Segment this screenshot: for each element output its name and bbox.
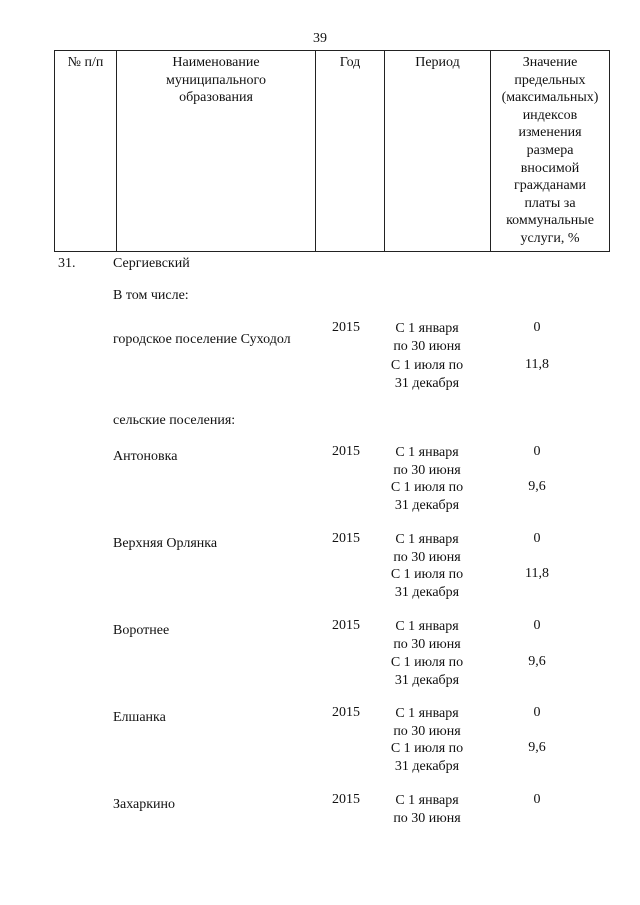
period-2-line1: С 1 июля по	[390, 567, 464, 582]
header-col-period: Период	[385, 51, 491, 252]
period-2-line2: 31 декабря	[394, 497, 460, 513]
period-1-line2: по 30 июня	[393, 549, 461, 565]
period-1-line1: С 1 января	[395, 321, 459, 336]
period-1-line1: С 1 января	[395, 619, 459, 634]
period-2	[379, 740, 475, 775]
period-2	[379, 357, 475, 392]
entry-value-1: 0	[533, 320, 541, 335]
period-2-line2: 31 декабря	[394, 375, 460, 391]
entry-name: городское поселение Суходол	[113, 332, 291, 347]
period-1-line2: по 30 июня	[393, 338, 461, 354]
entry-value-2: 9,6	[528, 654, 546, 669]
entry-value-2: 9,6	[528, 740, 546, 755]
entry-value-2: 11,8	[525, 566, 549, 581]
period-1	[379, 320, 475, 355]
period-2-line1: С 1 июля по	[390, 480, 464, 495]
entry-year: 2015	[332, 618, 360, 633]
entry-year: 2015	[332, 705, 360, 720]
period-1-line1: С 1 января	[395, 793, 459, 808]
entry-name: Антоновка	[113, 449, 178, 464]
period-1-line1: С 1 января	[395, 445, 459, 460]
period-1	[379, 531, 475, 566]
period-2-line2: 31 декабря	[394, 672, 460, 688]
period-1-line1: С 1 января	[395, 532, 459, 547]
header-col-name: Наименование муниципального образования	[117, 51, 316, 252]
header-col-number: № п/п	[55, 51, 117, 252]
period-2	[379, 566, 475, 601]
entry-value-1: 0	[533, 618, 541, 633]
period-2-line2: 31 декабря	[394, 758, 460, 774]
entry-value-1: 0	[533, 531, 541, 546]
entry-name: Захаркино	[113, 797, 176, 812]
header-col-year: Год	[316, 51, 385, 252]
period-1-line2: по 30 июня	[393, 636, 461, 652]
period-1-line1: С 1 января	[395, 706, 459, 721]
entry-value-2: 9,6	[528, 479, 546, 494]
entry-year: 2015	[332, 320, 360, 335]
period-2-line1: С 1 июля по	[390, 655, 464, 670]
entry-year: 2015	[332, 444, 360, 459]
header-col-value: Значение предельных (максимальных) индексов изменения размера вносимой гражданами платы за коммунальные услуги, %	[491, 51, 610, 252]
entry-year: 2015	[332, 531, 360, 546]
table-header	[54, 50, 610, 252]
including-label: В том числе:	[113, 288, 189, 303]
section-name: Сергиевский	[113, 256, 190, 271]
entry-value-1: 0	[533, 705, 541, 720]
period-1-line2: по 30 июня	[393, 462, 461, 478]
period-1	[379, 618, 475, 653]
rural-label: сельские поселения:	[113, 413, 236, 428]
entry-value-1: 0	[533, 444, 541, 459]
entry-year: 2015	[332, 792, 360, 807]
period-1	[379, 444, 475, 479]
period-2	[379, 479, 475, 514]
period-2	[379, 654, 475, 689]
entry-value-2: 11,8	[525, 357, 549, 372]
period-1-line2: по 30 июня	[393, 810, 461, 826]
period-1	[379, 792, 475, 827]
period-1-line2: по 30 июня	[393, 723, 461, 739]
entry-name: Елшанка	[113, 710, 166, 725]
period-2-line2: 31 декабря	[394, 584, 460, 600]
section-number: 31.	[58, 256, 76, 271]
period-2-line1: С 1 июля по	[390, 741, 464, 756]
period-2-line1: С 1 июля по	[390, 358, 464, 373]
entry-value-1: 0	[533, 792, 541, 807]
entry-name: Верхняя Орлянка	[113, 536, 218, 551]
page-number: 39	[313, 31, 327, 46]
entry-name: Воротнее	[113, 623, 170, 638]
period-1	[379, 705, 475, 740]
